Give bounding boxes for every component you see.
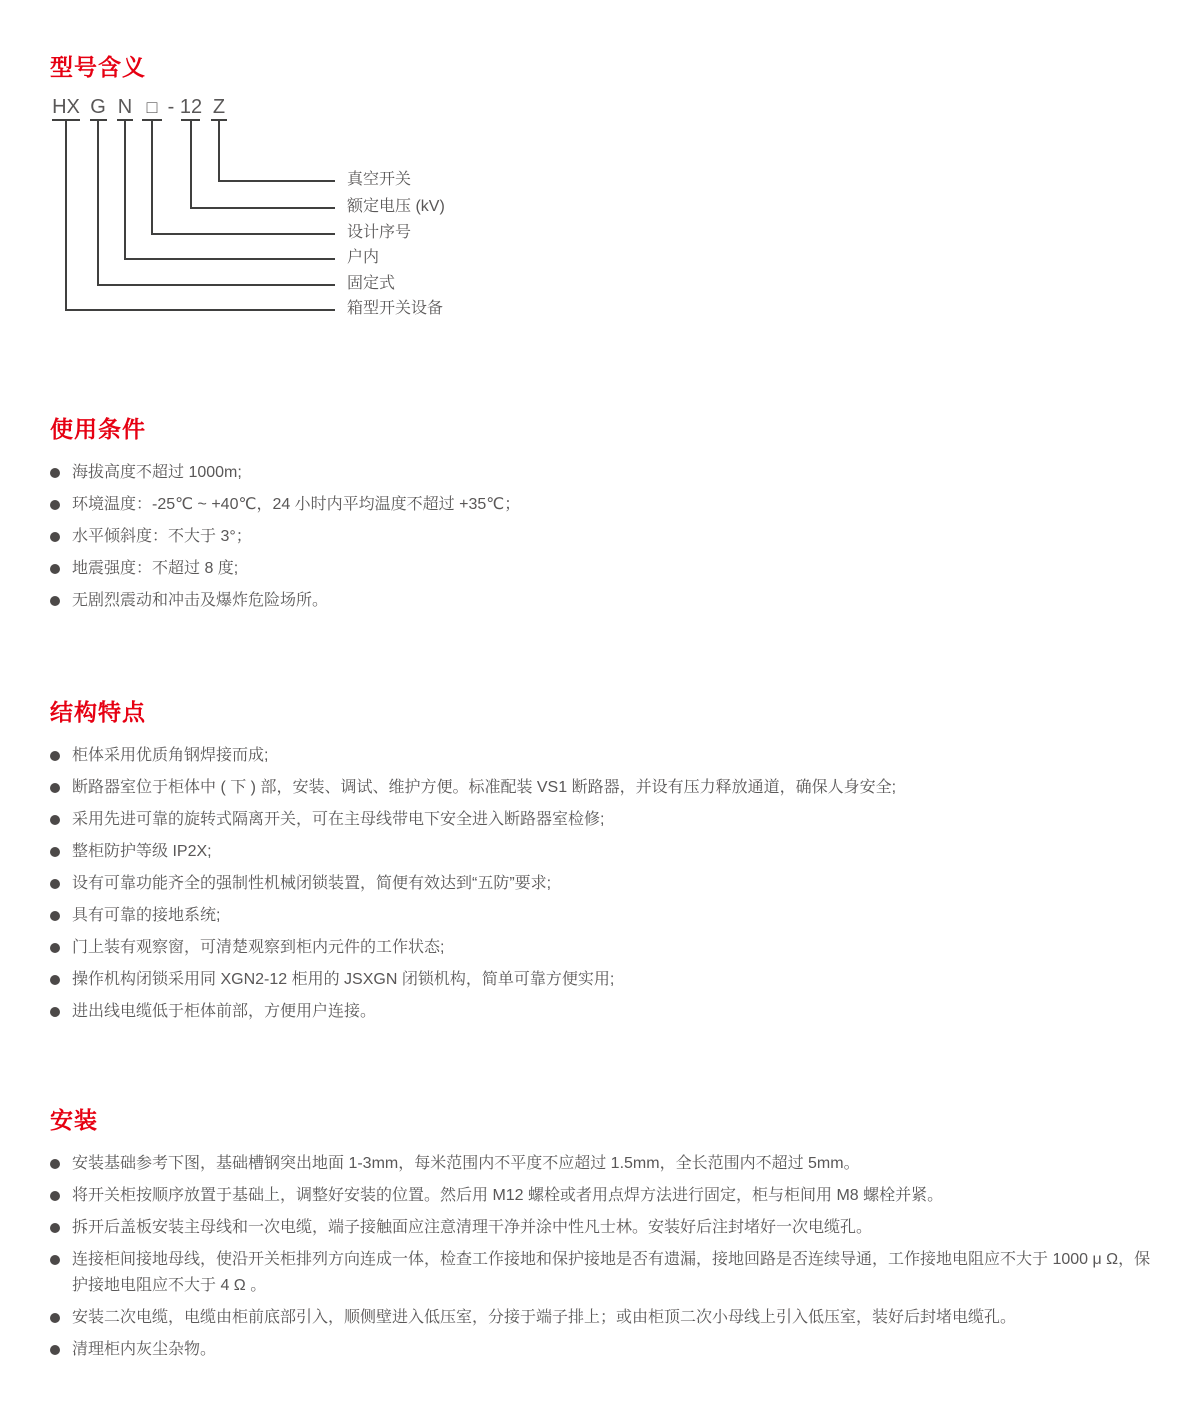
bullet-icon <box>50 911 60 921</box>
section-heading-features: 结构特点 <box>50 699 146 725</box>
list-item-text: 断路器室位于柜体中 ( 下 ) 部，安装、调试、维护方便。标准配装 VS1 断路器，并设有压力释放通道，确保人身安全; <box>72 779 897 796</box>
bullet-icon <box>50 1223 60 1233</box>
list-item <box>50 524 1160 550</box>
model-label-rated-voltage: 额定电压 (kV) <box>347 198 445 215</box>
diagram-connector-line <box>190 207 335 209</box>
model-code-part: □ <box>146 97 158 117</box>
list-item <box>50 807 1160 833</box>
model-code-part: G <box>90 96 106 118</box>
list-item <box>50 839 1160 865</box>
list-item-text: 无剧烈震动和冲击及爆炸危险场所。 <box>72 592 329 609</box>
diagram-connector-line <box>124 258 335 260</box>
list-item <box>50 903 1160 929</box>
list-item-text: 水平倾斜度：不大于 3°； <box>72 528 252 545</box>
bullet-icon <box>50 1313 60 1323</box>
list-item-text: 连接柜间接地母线，使沿开关柜排列方向连成一体，检查工作接地和保护接地是否有遗漏，接地回路是否连续导通，工作接地电阻应不大于 1000 μ Ω，保护接地电阻应不大于 4 Ω 。 <box>72 1251 1151 1294</box>
model-designation-diagram <box>50 96 1160 334</box>
list-item <box>50 775 1160 801</box>
list-item <box>50 460 1160 486</box>
list-item <box>50 588 1160 614</box>
list-item-text: 柜体采用优质角钢焊接而成; <box>72 747 269 764</box>
diagram-tick <box>90 119 107 121</box>
diagram-connector-line <box>97 284 335 286</box>
bullet-icon <box>50 1191 60 1201</box>
installation-list <box>50 1151 1160 1363</box>
bullet-icon <box>50 596 60 606</box>
diagram-connector-line <box>97 120 99 285</box>
bullet-icon <box>50 500 60 510</box>
list-item-text: 拆开后盖板安装主母线和一次电缆，端子接触面应注意清理干净并涂中性凡士林。安装好后注封堵好一次电缆孔。 <box>72 1219 873 1236</box>
bullet-icon <box>50 975 60 985</box>
list-item-text: 安装基础参考下图，基础槽钢突出地面 1-3mm，每米范围内不平度不应超过 1.5mm，全长范围内不超过 5mm。 <box>72 1155 860 1172</box>
diagram-connector-line <box>151 120 153 234</box>
list-item <box>50 556 1160 582</box>
section-usage-conditions <box>50 414 1160 614</box>
list-item <box>50 1337 1160 1363</box>
list-item <box>50 967 1160 993</box>
list-item-text: 海拔高度不超过 1000m; <box>72 464 242 481</box>
bullet-icon <box>50 1159 60 1169</box>
diagram-connector-line <box>65 120 67 310</box>
bullet-icon <box>50 1007 60 1017</box>
list-item-text: 门上装有观察窗，可清楚观察到柜内元件的工作状态; <box>72 939 445 956</box>
list-item-text: 设有可靠功能齐全的强制性机械闭锁装置，简便有效达到“五防”要求; <box>72 875 552 892</box>
list-item <box>50 935 1160 961</box>
list-item <box>50 743 1160 769</box>
list-item <box>50 1151 1160 1177</box>
list-item-text: 操作机构闭锁采用同 XGN2-12 柜用的 JSXGN 闭锁机构，简单可靠方便实用; <box>72 971 615 988</box>
bullet-icon <box>50 815 60 825</box>
section-model-meaning <box>50 52 1160 334</box>
section-structural-features <box>50 697 1160 1025</box>
bullet-icon <box>50 468 60 478</box>
model-label-fixed-type: 固定式 <box>347 275 396 292</box>
model-label-design-serial: 设计序号 <box>347 224 412 241</box>
list-item <box>50 1183 1160 1209</box>
list-item <box>50 871 1160 897</box>
bullet-icon <box>50 783 60 793</box>
diagram-connector-line <box>190 120 192 208</box>
diagram-connector-line <box>151 233 335 235</box>
section-installation <box>50 1105 1160 1363</box>
section-heading-installation: 安装 <box>50 1107 98 1133</box>
list-item-text: 地震强度：不超过 8 度; <box>72 560 239 577</box>
diagram-connector-line <box>65 309 335 311</box>
diagram-connector-line <box>218 120 220 181</box>
model-code-part: HX <box>52 96 80 118</box>
bullet-icon <box>50 1255 60 1265</box>
list-item-text: 采用先进可靠的旋转式隔离开关，可在主母线带电下安全进入断路器室检修; <box>72 811 605 828</box>
bullet-icon <box>50 532 60 542</box>
features-list <box>50 743 1160 1025</box>
model-label-vacuum-switch: 真空开关 <box>347 171 412 188</box>
model-label-box-switchgear: 箱型开关设备 <box>347 300 444 317</box>
section-heading-model: 型号含义 <box>50 54 146 80</box>
list-item <box>50 999 1160 1025</box>
list-item-text: 将开关柜按顺序放置于基础上，调整好安装的位置。然后用 M12 螺栓或者用点焊方法进行固定，柜与柜间用 M8 螺栓并紧。 <box>72 1187 944 1204</box>
list-item-text: 安装二次电缆，电缆由柜前底部引入，顺侧壁进入低压室，分接于端子排上；或由柜顶二次小母线上引入低压室，装好后封堵电缆孔。 <box>72 1309 1017 1326</box>
bullet-icon <box>50 879 60 889</box>
model-code-part: 12 <box>179 96 203 118</box>
model-label-indoor: 户内 <box>347 249 380 266</box>
list-item <box>50 1247 1160 1299</box>
list-item-text: 具有可靠的接地系统; <box>72 907 221 924</box>
model-code-part: Z <box>212 96 226 118</box>
model-code-part: N <box>117 96 133 118</box>
list-item <box>50 492 1160 518</box>
list-item-text: 清理柜内灰尘杂物。 <box>72 1341 217 1358</box>
list-item <box>50 1215 1160 1241</box>
section-heading-conditions: 使用条件 <box>50 416 146 442</box>
list-item-text: 环境温度：-25℃ ~ +40℃，24 小时内平均温度不超过 +35℃； <box>72 496 521 513</box>
conditions-list <box>50 460 1160 614</box>
list-item-text: 整柜防护等级 IP2X; <box>72 843 212 860</box>
diagram-connector-line <box>218 180 335 182</box>
list-item-text: 进出线电缆低于柜体前部，方便用户连接。 <box>72 1003 377 1020</box>
bullet-icon <box>50 1345 60 1355</box>
bullet-icon <box>50 847 60 857</box>
list-item <box>50 1305 1160 1331</box>
model-code-part: - <box>167 96 175 118</box>
bullet-icon <box>50 751 60 761</box>
bullet-icon <box>50 564 60 574</box>
diagram-connector-line <box>124 120 126 259</box>
bullet-icon <box>50 943 60 953</box>
